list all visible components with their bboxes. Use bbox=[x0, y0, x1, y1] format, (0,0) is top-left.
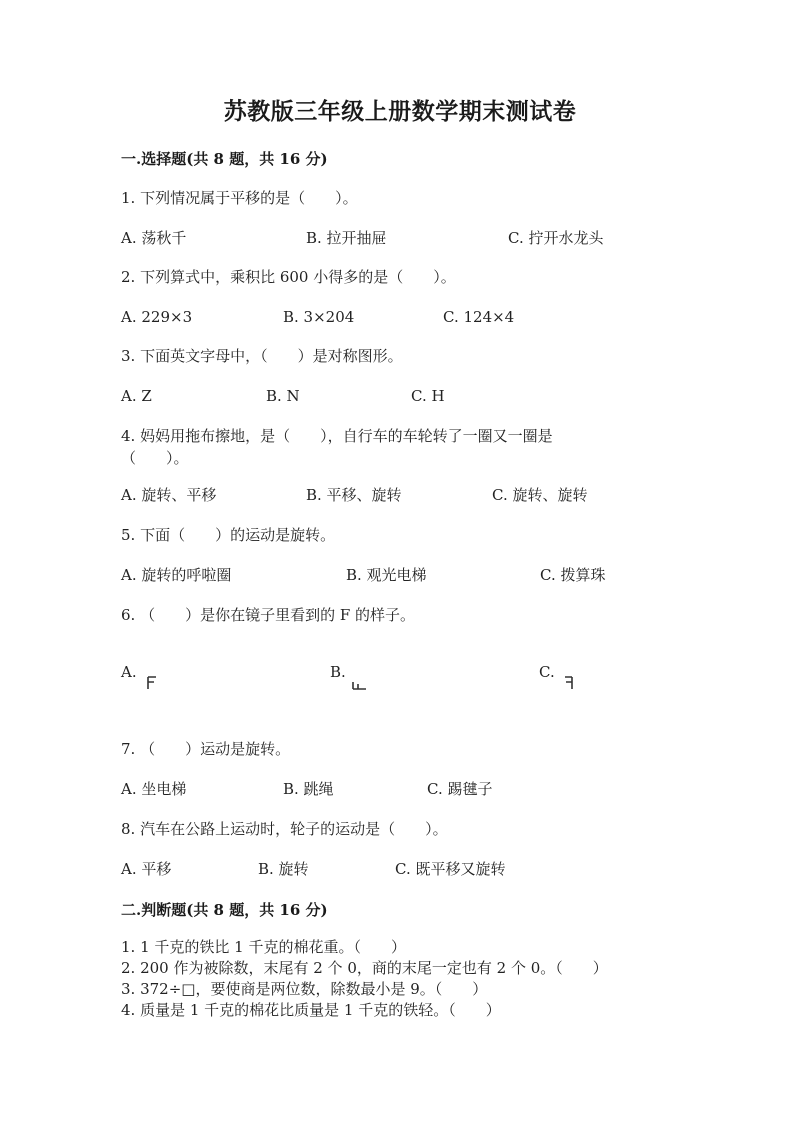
question-2: 2. 下列算式中，乘积比 600 小得多的是（ ）。 bbox=[121, 268, 456, 286]
question-7-option-a: A. 坐电梯 bbox=[121, 780, 187, 798]
question-2-option-a: A. 229×3 bbox=[121, 308, 193, 326]
judgment-item-4: 4. 质量是 1 千克的棉花比质量是 1 千克的铁轻。（ ） bbox=[121, 1001, 501, 1019]
question-7-option-c: C. 踢毽子 bbox=[427, 780, 493, 798]
question-8: 8. 汽车在公路上运动时，轮子的运动是（ ）。 bbox=[121, 820, 448, 838]
question-4-option-a: A. 旋转、平移 bbox=[121, 486, 217, 504]
judgment-item-2: 2. 200 作为被除数，末尾有 2 个 0，商的末尾一定也有 2 个 0。（ ） bbox=[121, 959, 608, 977]
section-heading-choice: 一.选择题(共 8 题，共 16 分) bbox=[121, 150, 328, 168]
letter-f-mirrored-icon bbox=[563, 676, 575, 690]
section-heading-judgment: 二.判断题(共 8 题，共 16 分) bbox=[121, 901, 328, 919]
question-5-option-c: C. 拨算珠 bbox=[540, 566, 606, 584]
question-3: 3. 下面英文字母中，（ ）是对称图形。 bbox=[121, 347, 403, 365]
question-1-option-a: A. 荡秋千 bbox=[121, 229, 187, 247]
question-7: 7. （ ）运动是旋转。 bbox=[121, 740, 291, 758]
question-8-option-b: B. 旋转 bbox=[258, 860, 309, 878]
question-6-option-c: C. bbox=[539, 663, 555, 681]
question-5-option-a: A. 旋转的呼啦圈 bbox=[121, 566, 232, 584]
question-3-option-b: B. N bbox=[266, 387, 300, 405]
question-5: 5. 下面（ ）的运动是旋转。 bbox=[121, 526, 336, 544]
judgment-item-1: 1. 1 千克的铁比 1 千克的棉花重。（ ） bbox=[121, 938, 406, 956]
question-2-option-b: B. 3×204 bbox=[283, 308, 355, 326]
question-4-option-b: B. 平移、旋转 bbox=[306, 486, 402, 504]
question-3-option-c: C. H bbox=[411, 387, 445, 405]
letter-f-rotated-icon bbox=[352, 680, 368, 690]
question-1-option-c: C. 拧开水龙头 bbox=[508, 229, 604, 247]
page-title: 苏教版三年级上册数学期末测试卷 bbox=[223, 98, 577, 125]
question-3-option-a: A. Z bbox=[121, 387, 152, 405]
question-4: 4. 妈妈用拖布擦地，是（ ），自行车的车轮转了一圈又一圈是（ ）。 bbox=[121, 427, 553, 467]
question-2-option-c: C. 124×4 bbox=[443, 308, 515, 326]
question-8-option-c: C. 既平移又旋转 bbox=[395, 860, 506, 878]
question-4-option-c: C. 旋转、旋转 bbox=[492, 486, 588, 504]
question-1: 1. 下列情况属于平移的是（ ）。 bbox=[121, 189, 358, 207]
question-6: 6. （ ）是你在镜子里看到的 F 的样子。 bbox=[121, 606, 416, 624]
question-6-option-b: B. bbox=[330, 663, 346, 681]
letter-f-icon bbox=[146, 676, 158, 690]
question-1-option-b: B. 拉开抽屉 bbox=[306, 229, 387, 247]
question-5-option-b: B. 观光电梯 bbox=[346, 566, 427, 584]
question-6-option-a: A. bbox=[121, 663, 137, 681]
judgment-item-3: 3. 372÷□，要使商是两位数，除数最小是 9。（ ） bbox=[121, 980, 488, 998]
question-8-option-a: A. 平移 bbox=[121, 860, 172, 878]
question-7-option-b: B. 跳绳 bbox=[283, 780, 334, 798]
